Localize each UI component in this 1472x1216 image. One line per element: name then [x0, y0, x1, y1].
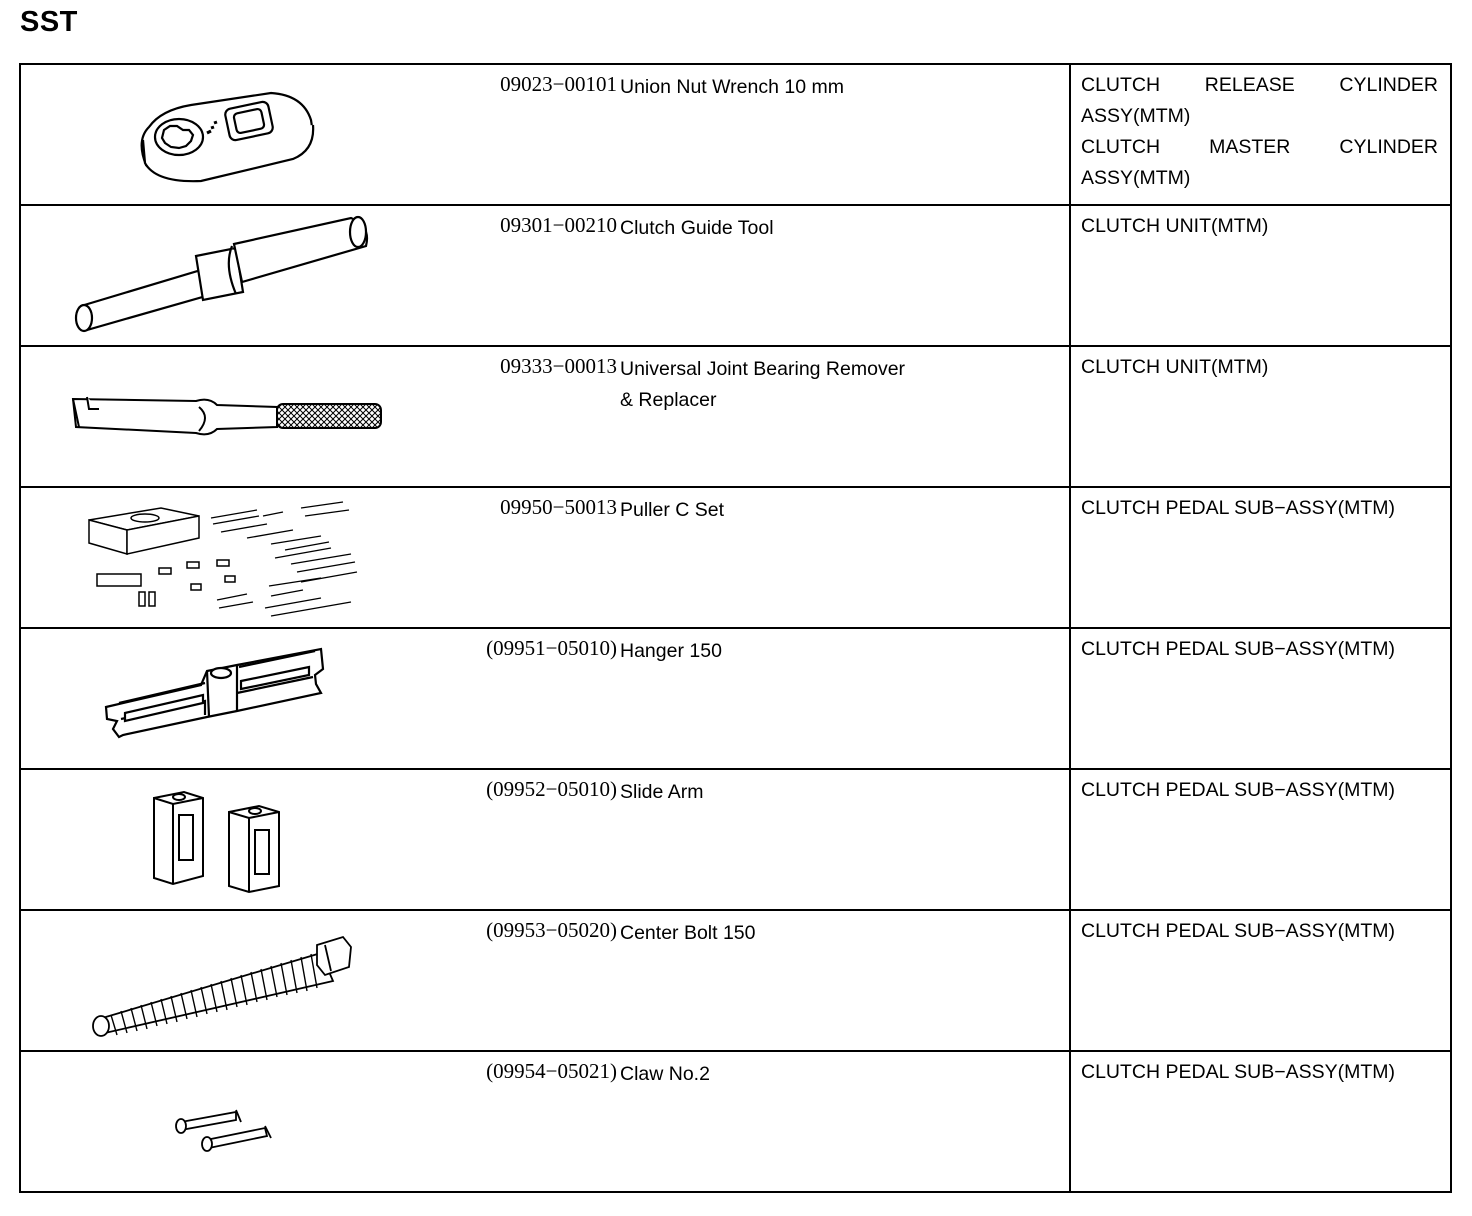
- part-number: (09954−05021): [486, 1059, 617, 1083]
- part-name: Puller C Set: [620, 499, 725, 521]
- usage-text: CLUTCH RELEASE CYLINDER ASSY(MTM): [1081, 74, 1438, 127]
- clutch-guide-tool-icon: [21, 206, 431, 345]
- usage-text: CLUTCH PEDAL SUB−ASSY(MTM): [1081, 1061, 1396, 1083]
- part-name: Claw No.2: [620, 1063, 710, 1085]
- puller-set-icon: [21, 488, 431, 627]
- table-row: [20, 64, 1451, 205]
- table-row: [20, 487, 1451, 628]
- part-name: Union Nut Wrench 10 mm: [620, 76, 844, 98]
- slide-arm-icon: [21, 770, 431, 909]
- part-number: 09950−50013: [500, 495, 617, 519]
- table-row: [20, 205, 1451, 346]
- union-nut-wrench-icon: [21, 65, 431, 204]
- part-number: 09023−00101: [500, 72, 617, 96]
- usage-text: CLUTCH MASTER CYLINDER ASSY(MTM): [1081, 136, 1438, 189]
- usage-text: CLUTCH PEDAL SUB−ASSY(MTM): [1081, 497, 1396, 519]
- table-row: [20, 1051, 1451, 1192]
- usage-text: CLUTCH UNIT(MTM): [1081, 215, 1269, 237]
- part-number: (09953−05020): [486, 918, 617, 942]
- part-name: Slide Arm: [620, 781, 704, 803]
- usage-text: CLUTCH PEDAL SUB−ASSY(MTM): [1081, 920, 1396, 942]
- part-number: (09951−05010): [486, 636, 617, 660]
- part-name: Clutch Guide Tool: [620, 217, 774, 239]
- claw-icon: [21, 1052, 431, 1191]
- hanger-icon: [21, 629, 431, 768]
- part-number: 09301−00210: [500, 213, 617, 237]
- usage-text: CLUTCH PEDAL SUB−ASSY(MTM): [1081, 779, 1396, 801]
- part-name: Center Bolt 150: [620, 922, 756, 944]
- usage-text: CLUTCH PEDAL SUB−ASSY(MTM): [1081, 638, 1396, 660]
- usage-text: CLUTCH UNIT(MTM): [1081, 356, 1269, 378]
- table-row: [20, 628, 1451, 769]
- page-title: SST: [20, 6, 78, 38]
- table-row: [20, 346, 1451, 487]
- bearing-remover-icon: [21, 347, 431, 486]
- part-number: (09952−05010): [486, 777, 617, 801]
- part-number: 09333−00013: [500, 354, 617, 378]
- table-row: [20, 769, 1451, 910]
- center-bolt-icon: [21, 911, 431, 1050]
- sst-table: [19, 63, 1452, 1193]
- table-row: [20, 910, 1451, 1051]
- part-name: Universal Joint Bearing Remover & Replacer: [620, 358, 906, 411]
- part-name: Hanger 150: [620, 640, 722, 662]
